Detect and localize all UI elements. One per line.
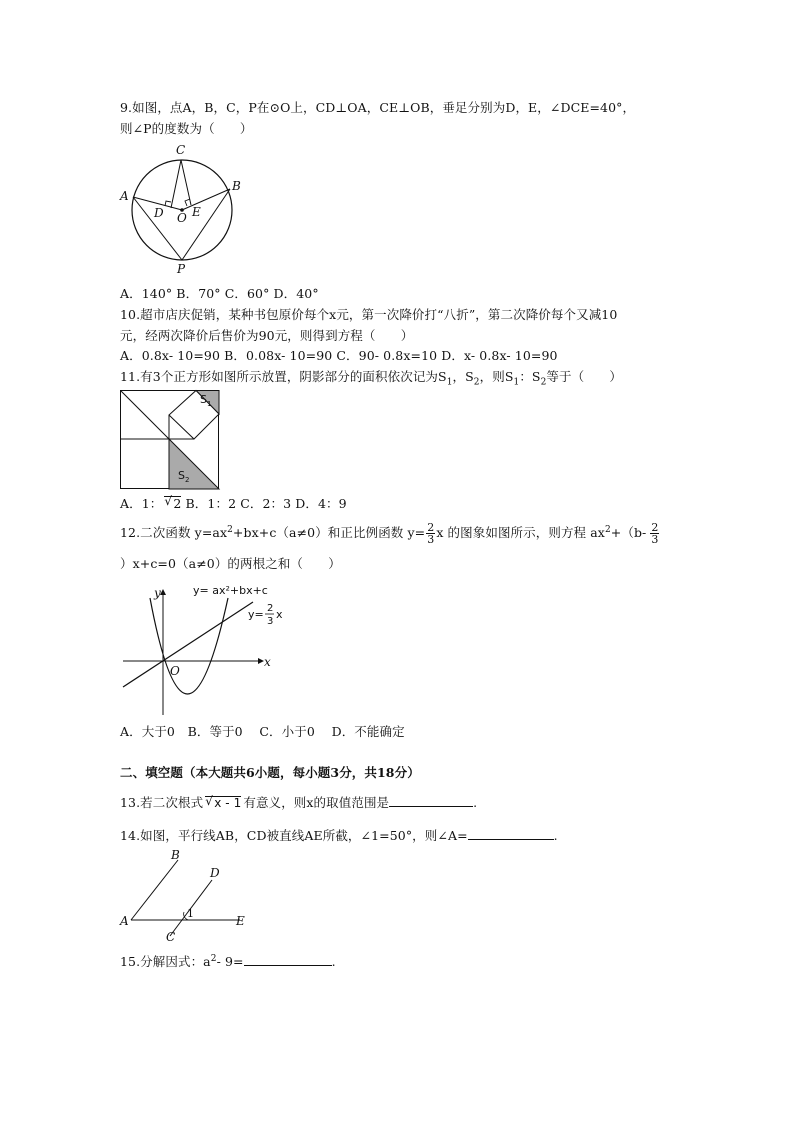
- q9-circle-figure: [116, 142, 276, 277]
- q14-label-a: A: [120, 914, 129, 928]
- q14-label-c: C: [166, 930, 176, 944]
- q14-label-d: D: [210, 866, 220, 880]
- section-2-heading: 二、填空题（本大题共6小题，每小题3分，共18分）: [120, 765, 420, 780]
- q13-sqrt: √ x - 1: [205, 794, 242, 810]
- q12-fraction-2: $\frac{2}{3}$: [651, 521, 659, 546]
- q14-label-e: E: [236, 914, 245, 928]
- q14-line: 14.如图，平行线AB，CD被直线AE所截，∠1=50°，则∠A= .: [120, 828, 558, 843]
- q9-label-b: B: [232, 179, 241, 193]
- q13-line: 13.若二次根式 √ x - 1 有意义，则x的取值范围是 .: [120, 794, 478, 810]
- q12-x-axis-label: x: [264, 655, 271, 669]
- q9-options: A．140° B．70° C．60° D．40°: [120, 286, 319, 301]
- q12-y-axis-label: y: [154, 586, 161, 600]
- q9-label-a: A: [120, 189, 129, 203]
- q9-label-d: D: [154, 206, 164, 220]
- q9-label-c: C: [176, 143, 186, 157]
- q14-answer-blank[interactable]: [468, 827, 554, 840]
- q15-answer-blank[interactable]: [244, 953, 332, 966]
- q13-answer-blank[interactable]: [389, 794, 473, 807]
- q12-line1: 12.二次函数 $y=ax^2+bx+c(a\ne 0)$和正比例函数 y= $\frac{2}{3}$ x 的图象如图所示，则方程 $ax^2+(b-$ $\frac{2}{3}$: [120, 521, 659, 546]
- q12-parabola-label: y= ax²+bx+c: [193, 584, 268, 597]
- q9-line2: 则∠P的度数为（ ）: [120, 121, 253, 136]
- q11-label-s1: $S_1$: [200, 393, 212, 408]
- q9-label-p: P: [177, 262, 186, 276]
- q11-line1: 11.有3个正方形如图所示放置，阴影部分的面积依次记为$S_1$，$S_2$，则$S_1$：$S_2$等于（ ）: [120, 369, 623, 388]
- q9-line1: 9.如图，点A，B，C，P在⊙O上，CD⊥OA，CE⊥OB，垂足分别为D，E，∠DCE=40°，: [120, 100, 636, 115]
- q12-graph-figure: [118, 580, 283, 720]
- q11-options: A．1： √ 2 B．1：2 C．2：3 D．4：9: [120, 494, 347, 511]
- q9-label-e: E: [192, 205, 201, 219]
- q15-line: 15.分解因式：$a^2-$ 9= .: [120, 954, 336, 970]
- q11-sqrt: √ 2: [164, 494, 182, 511]
- q12-origin-label: O: [170, 664, 180, 678]
- q10-line2: 元，经两次降价后售价为90元，则得到方程（ ）: [120, 328, 414, 343]
- q12-line2: ）x+c=0（a≠0）的两根之和（ ）: [120, 556, 341, 571]
- q12-options: A．大于0 B．等于0 C．小于0 D．不能确定: [120, 724, 405, 739]
- q14-angle-1-label: 1: [187, 907, 194, 920]
- q12-fraction: $\frac{2}{3}$: [427, 521, 435, 546]
- q9-label-o: O: [177, 211, 187, 225]
- q11-squares-figure: [120, 390, 220, 490]
- q12-line-label: y= 2 3x: [248, 603, 283, 627]
- q11-label-s2: $S_2$: [178, 469, 190, 484]
- q10-line1: 10.超市店庆促销，某种书包原价每个x元，第一次降价打“八折”，第二次降价每个又减10: [120, 307, 618, 322]
- q14-parallel-figure: [118, 848, 258, 948]
- q10-options: A．0.8x- 10=90 B．0.08x- 10=90 C．90- 0.8x=10 D．x- 0.8x- 10=90: [120, 348, 558, 363]
- q14-label-b: B: [171, 848, 180, 862]
